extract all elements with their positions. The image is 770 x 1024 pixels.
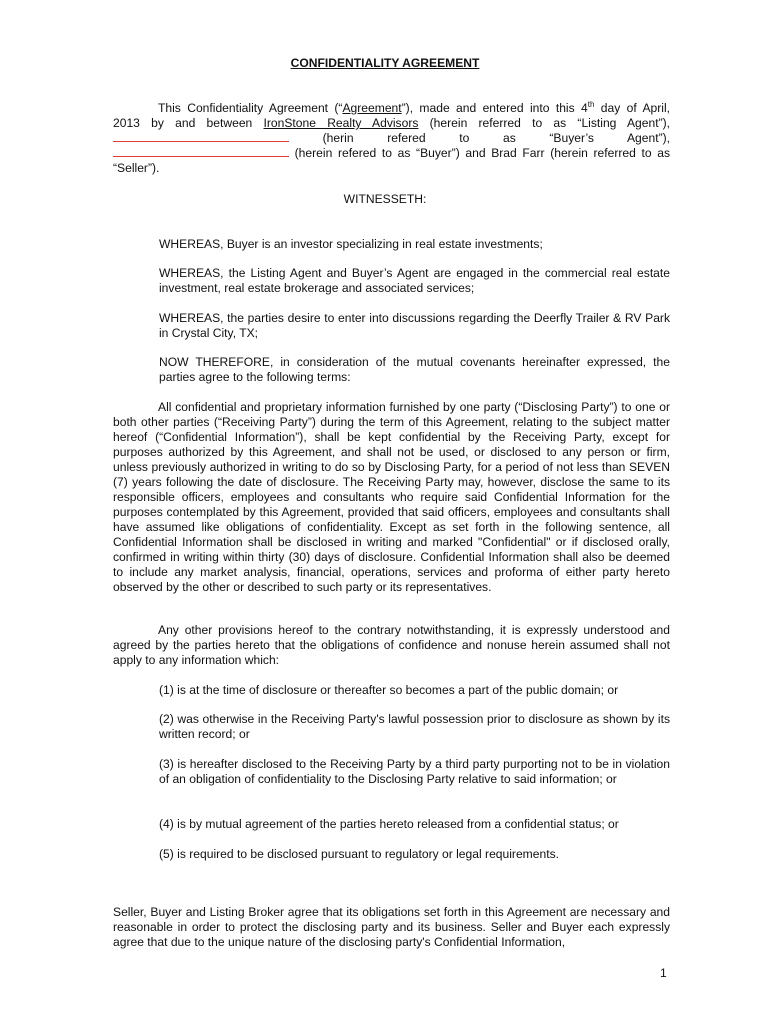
exceptions-intro: Any other provisions hereof to the contrary notwithstanding, it is expressly understood and agreed by the parties hereto that the obligations of confidence and nonuse herein assumed shall not apply to any information which: xyxy=(113,623,670,667)
intro-line-5: “Seller”). xyxy=(113,161,160,175)
whereas-1: WHEREAS, Buyer is an investor specializing in real estate investments; xyxy=(159,237,543,251)
buyers-agent-blank[interactable] xyxy=(113,131,289,142)
exception-1: (1) is at the time of disclosure or thereafter so becomes a part of the public domain; or xyxy=(159,683,619,697)
listing-agent-name: IronStone Realty Advisors xyxy=(263,116,419,130)
intro-line-2: 2013 by and between IronStone Realty Advisors (herein referred to as “Listing Agent”), xyxy=(113,116,670,130)
whereas-2: WHEREAS, the Listing Agent and Buyer’s Agent are engaged in the commercial real estate investment, real estate brokerage and associated services; xyxy=(159,266,670,295)
whereas-3: WHEREAS, the parties desire to enter into discussions regarding the Deerfly Trailer & RV Park in Crystal City, TX; xyxy=(159,311,670,340)
exception-2: (2) was otherwise in the Receiving Party's lawful possession prior to disclosure as shown by its written record; or xyxy=(159,712,670,741)
closing-paragraph: Seller, Buyer and Listing Broker agree that its obligations set forth in this Agreement are necessary and reasonable in order to protect the disclosing party and its business. Seller and Buyer each expressly agree that due to the unique nature of the disclosing party's Confidential Information, xyxy=(113,905,670,949)
intro-paragraph xyxy=(113,101,670,176)
ordinal-suffix: th xyxy=(587,99,595,109)
agreement-term: Agreement xyxy=(342,101,402,115)
exception-4: (4) is by mutual agreement of the parties hereto released from a confidential status; or xyxy=(159,817,619,831)
document-title: CONFIDENTIALITY AGREEMENT xyxy=(290,56,480,70)
intro-line-4: (herein refered to as “Buyer”) and Brad Farr (herein referred to as xyxy=(113,146,670,161)
intro-line-1: This Confidentiality Agreement (“Agreement”), made and entered into this 4th day of April, xyxy=(158,99,670,115)
page-number: 1 xyxy=(660,966,667,980)
now-therefore: NOW THEREFORE, in consideration of the mutual covenants hereinafter expressed, the parties agree to the following terms: xyxy=(159,355,670,384)
exception-5: (5) is required to be disclosed pursuant to regulatory or legal requirements. xyxy=(159,847,559,861)
intro-line-3: (herin refered to as “Buyer’s Agent”), xyxy=(113,131,670,146)
confidential-information-paragraph: All confidential and proprietary information furnished by one party (“Disclosing Party”) to one or both other parties (“Receiving Party”) during the term of this Agreement, relating to the subject matter hereof (“Confidential Information”), shall be kept confidential by the Receiving Party, except for purposes authorized by this Agreement, and shall not be used, or disclosed to any person or firm, unless previously authorized in writing to do so by Disclosing Party, for a period of not less than SEVEN (7) years following the date of disclosure. The Receiving Party may, however, disclose the same to its responsible officers, employees and consultants who require said Confidential Information for the purposes contemplated by this Agreement, provided that said officers, employees and consultants shall have assumed like obligations of confidentiality. Except as set forth in the following sentence, all Confidential Information shall be disclosed in writing and marked "Confidential" or if disclosed orally, confirmed in writing within thirty (30) days of disclosure. Confidential Information shall also be deemed to include any market analysis, financial, operations, services and proforma of either party hereto observed by the other or described to such party or its representatives. xyxy=(113,400,670,594)
buyer-blank[interactable] xyxy=(113,146,289,157)
witnesseth-heading: WITNESSETH: xyxy=(343,192,427,206)
exception-3: (3) is hereafter disclosed to the Receiving Party by a third party purporting not to be in violation of an obligation of confidentiality to the Disclosing Party relative to said information; or xyxy=(159,757,670,786)
